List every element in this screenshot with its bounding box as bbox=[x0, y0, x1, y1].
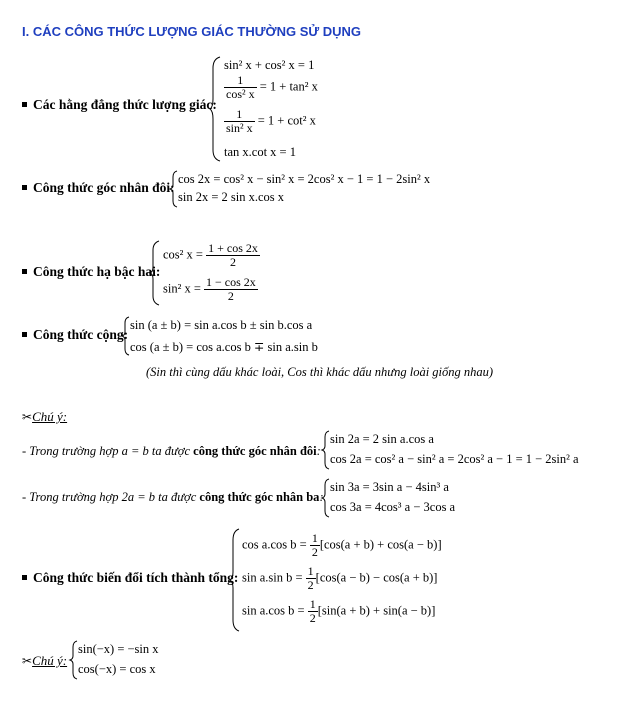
note1-label: ✂Chú ý: bbox=[22, 409, 68, 424]
bullet-icon bbox=[22, 185, 27, 190]
scissors-icon: ✂ bbox=[22, 654, 33, 668]
scissors-icon: ✂ bbox=[22, 410, 33, 424]
double-angle-cos: cos 2x = cos² x − sin² x = 2cos² x − 1 = 1 − 2sin² x bbox=[178, 172, 431, 186]
identity-eq3: $\frac{1}{\text{sin² x}}$ = 1 + cot² x bbox=[226, 107, 316, 135]
double-angle-sin: sin 2x = 2 sin x.cos x bbox=[178, 190, 285, 204]
product-to-sum-cos-cos: cos a.cos b = $\frac{1}{2}$ [cos(a + b) + cos(a − b)] bbox=[242, 531, 442, 559]
power-reduction-cos: cos² x = $\frac{1 + \cos 2x}{2}$ bbox=[163, 241, 258, 269]
identity-eq1: sin² x + cos² x = 1 bbox=[224, 58, 315, 72]
note1-case1-cos: cos 2a = cos² a − sin² a = 2cos² a − 1 = 1 − 2sin² a bbox=[330, 452, 579, 466]
left-brace-icon bbox=[210, 56, 222, 162]
left-brace-icon bbox=[322, 430, 330, 470]
identities-label: Các hằng đẳng thức lượng giác: bbox=[22, 97, 217, 113]
note1-case2-cos: cos 3a = 4cos³ a − 3cos a bbox=[330, 500, 456, 514]
note1-case2-sin: sin 3a = 3sin a − 4sin³ a bbox=[330, 480, 449, 494]
addition-sin: sin (a ± b) = sin a.cos b ± sin b.cos a bbox=[130, 318, 313, 332]
double-angle-label: Công thức góc nhân đôi: bbox=[22, 180, 175, 196]
note1-case2-text: - Trong trường hợp 2a = b ta được công thức góc nhân ba: bbox=[22, 490, 324, 504]
left-brace-icon bbox=[150, 240, 160, 306]
product-to-sum-sin-sin: sin a.sin b = $\frac{1}{2}$ [cos(a − b) − cos(a + b)] bbox=[242, 564, 438, 592]
note2-label: ✂Chú ý: bbox=[22, 653, 68, 668]
addition-label: Công thức cộng: bbox=[22, 327, 128, 343]
identity-eq4: tan x.cot x = 1 bbox=[224, 145, 296, 159]
bullet-icon bbox=[22, 332, 27, 337]
left-brace-icon bbox=[170, 170, 178, 208]
power-reduction-sin: sin² x = $\frac{1 - \cos 2x}{2}$ bbox=[163, 275, 256, 303]
identity-eq2: $\frac{1}{\text{cos² x}}$ = 1 + tan² x bbox=[226, 73, 318, 101]
product-to-sum-label: Công thức biến đổi tích thành tổng: bbox=[22, 570, 238, 586]
note2-sin: sin(−x) = −sin x bbox=[78, 642, 159, 656]
note1-case1-text: - Trong trường hợp a = b ta được công thức góc nhân đôi: bbox=[22, 444, 321, 458]
bullet-icon bbox=[22, 575, 27, 580]
left-brace-icon bbox=[70, 640, 78, 680]
addition-mnemonic: (Sin thì cùng dấu khác loài, Cos thì khác dấu nhưng loài giống nhau) bbox=[146, 365, 494, 379]
bullet-icon bbox=[22, 102, 27, 107]
product-to-sum-sin-cos: sin a.cos b = $\frac{1}{2}$ [sin(a + b) + sin(a − b)] bbox=[242, 597, 436, 625]
power-reduction-label: Công thức hạ bậc hai: bbox=[22, 264, 160, 280]
note1-case1-sin: sin 2a = 2 sin a.cos a bbox=[330, 432, 434, 446]
left-brace-icon bbox=[322, 478, 330, 518]
left-brace-icon bbox=[122, 316, 130, 356]
bullet-icon bbox=[22, 269, 27, 274]
left-brace-icon bbox=[230, 528, 240, 632]
addition-cos: cos (a ± b) = cos a.cos b ∓ sin a.sin b bbox=[130, 340, 318, 354]
note2-cos: cos(−x) = cos x bbox=[78, 662, 156, 676]
page-title: I. CÁC CÔNG THỨC LƯỢNG GIÁC THƯỜNG SỬ DỤNG bbox=[22, 24, 362, 39]
